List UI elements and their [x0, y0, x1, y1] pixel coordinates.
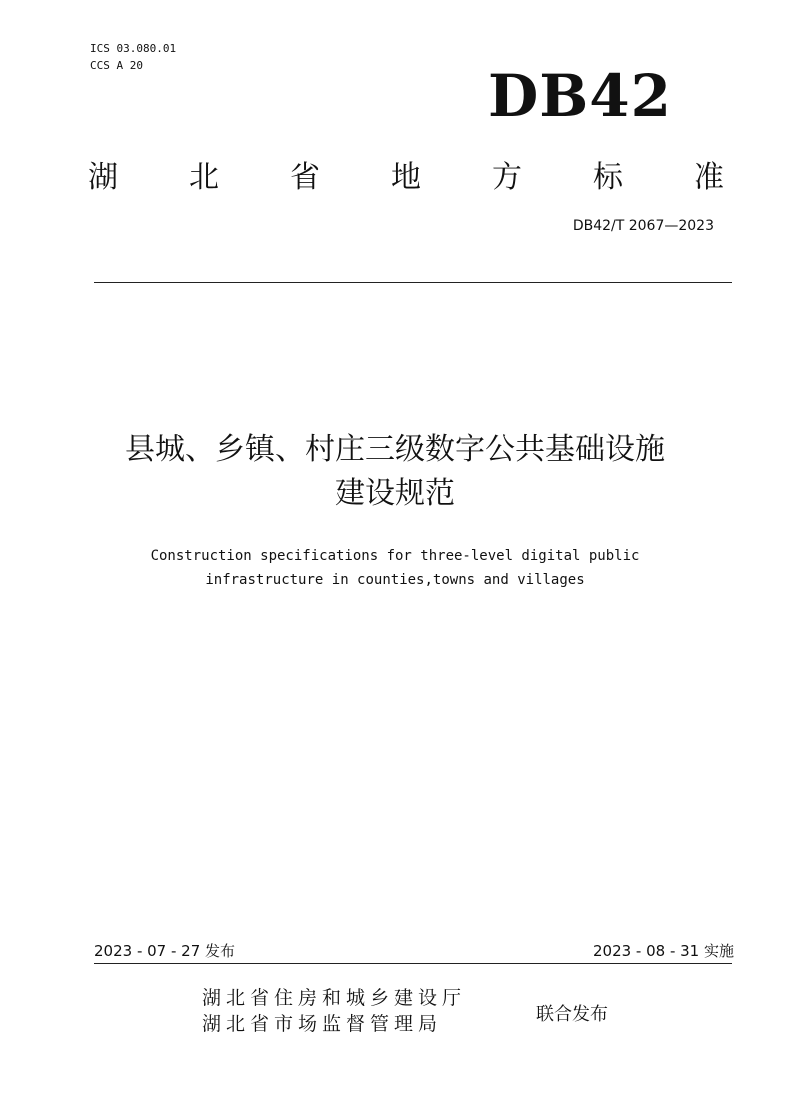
chinese-title-line: 县城、乡镇、村庄三级数字公共基础设施 [125, 432, 665, 467]
standard-code-logo: DB42 [487, 62, 672, 130]
standard-type-char: 准 [694, 160, 724, 195]
standard-type-char: 北 [189, 160, 219, 195]
english-title-line: infrastructure in counties,towns and villages [205, 572, 585, 588]
standard-type-char: 地 [391, 160, 421, 195]
chinese-title-line: 建设规范 [335, 476, 455, 511]
standard-type-char: 省 [290, 160, 320, 195]
issuer-name: 湖北省住房和城乡建设厅 [202, 987, 467, 1009]
issuing-authorities [202, 985, 466, 1037]
standard-type-char: 湖 [88, 160, 118, 195]
chinese-title [40, 428, 750, 516]
standard-type-char: 标 [593, 160, 623, 195]
publish-date: 2023 - 07 - 27 发布 [94, 942, 236, 960]
standard-type-char: 方 [492, 160, 522, 195]
issuer-name: 湖北省市场监督管理局 [202, 1013, 443, 1035]
implement-date: 2023 - 08 - 31 实施 [592, 942, 734, 960]
footer-divider [94, 963, 732, 964]
ics-code: ICS 03.080.01 [90, 42, 177, 55]
standard-type [88, 152, 724, 196]
header-divider [94, 282, 732, 283]
joint-release-label: 联合发布 [536, 1004, 608, 1025]
ccs-code: CCS A 20 [90, 59, 143, 72]
standard-number: DB42/T 2067—2023 [572, 218, 714, 234]
english-title [40, 544, 750, 592]
english-title-line: Construction specifications for three-level digital public [150, 548, 640, 564]
